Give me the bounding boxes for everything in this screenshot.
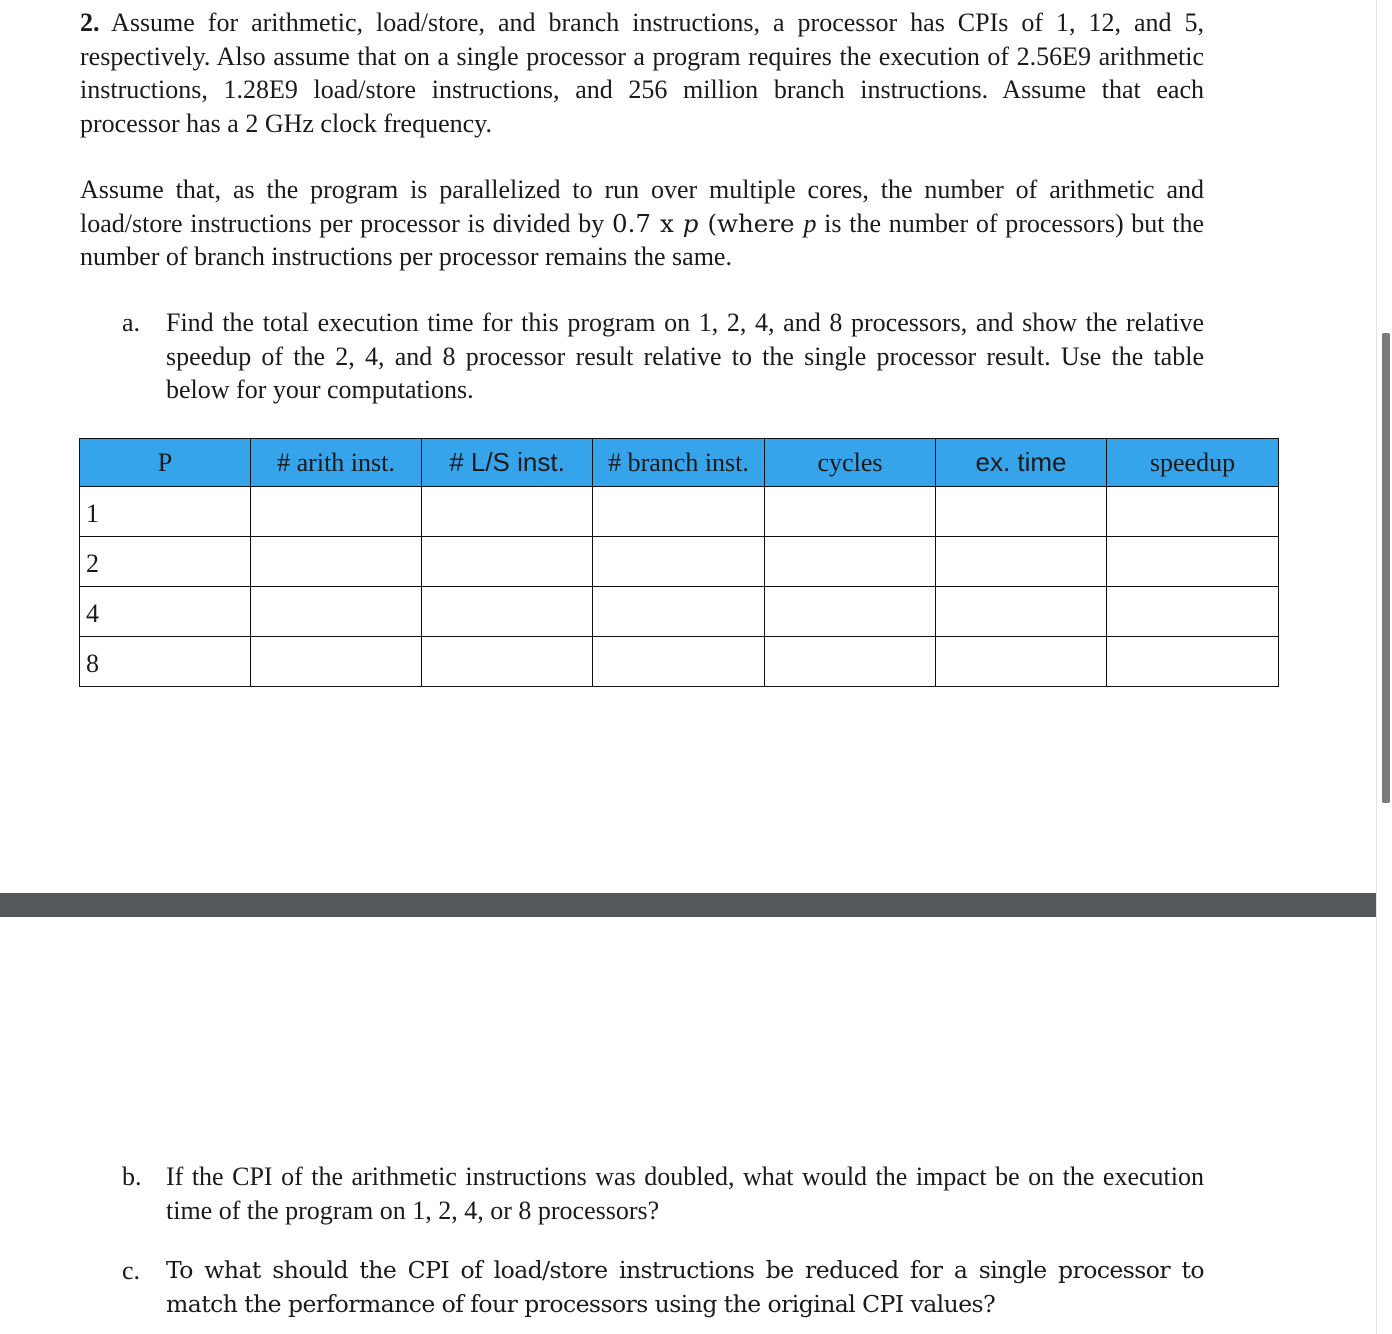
cell-ls[interactable] xyxy=(422,637,593,687)
header-cycles: cycles xyxy=(765,439,936,487)
table-row xyxy=(80,587,1279,637)
header-branch-inst: # branch inst. xyxy=(593,439,765,487)
part-c-marker: c. xyxy=(122,1256,141,1285)
part-b xyxy=(122,1160,1204,1227)
scrollbar-thumb[interactable] xyxy=(1382,333,1390,803)
vertical-scrollbar[interactable] xyxy=(1376,0,1392,1334)
cell-p: 8 xyxy=(80,637,251,687)
cell-speedup[interactable] xyxy=(1107,587,1279,637)
parallel-text-start: Assume that, as the program is parallelized to run over multiple cores, the number of arithmetic and load/store instructions per processor is divided by xyxy=(80,175,1204,238)
variable-p: p xyxy=(803,208,817,238)
formula-text: 0.7 x xyxy=(611,208,683,238)
cell-branch[interactable] xyxy=(593,537,765,587)
computation-table xyxy=(79,438,1279,687)
cell-arith[interactable] xyxy=(251,587,422,637)
header-ls-inst: # L/S inst. xyxy=(422,439,593,487)
cell-speedup[interactable] xyxy=(1107,537,1279,587)
cell-branch[interactable] xyxy=(593,637,765,687)
formula-text-mid: (where xyxy=(698,208,804,238)
question-intro-text: Assume for arithmetic, load/store, and branch instructions, a processor has CPIs of 1, 12, and 5, respectively. Also assume that on a single processor a program requires the execution of 2.56E9 arithmetic instructions, 1.28E9 load/store instructions, and 256 million branch instructions. Assume that each processor has a 2 GHz clock frequency. xyxy=(80,8,1204,138)
cell-cycles[interactable] xyxy=(765,537,936,587)
cell-arith[interactable] xyxy=(251,487,422,537)
table-header-row xyxy=(80,439,1279,487)
question-intro-paragraph xyxy=(80,6,1204,140)
cell-ls[interactable] xyxy=(422,537,593,587)
cell-ls[interactable] xyxy=(422,487,593,537)
table-row xyxy=(80,487,1279,537)
part-a-marker: a. xyxy=(122,308,141,337)
formula-variable: p xyxy=(682,208,699,238)
part-a-text: Find the total execution time for this program on 1, 2, 4, and 8 processors, and show the relative speedup of the 2, 4, and 8 processor result relative to the single processor result. Use the table below for your computations. xyxy=(166,308,1204,404)
cell-arith[interactable] xyxy=(251,637,422,687)
cell-ex-time[interactable] xyxy=(936,537,1107,587)
cell-p: 4 xyxy=(80,587,251,637)
cell-ex-time[interactable] xyxy=(936,587,1107,637)
cell-speedup[interactable] xyxy=(1107,637,1279,687)
cell-p: 1 xyxy=(80,487,251,537)
table-row xyxy=(80,637,1279,687)
cell-cycles[interactable] xyxy=(765,487,936,537)
header-p: P xyxy=(80,439,251,487)
question-parallel-paragraph xyxy=(80,173,1204,274)
cell-branch[interactable] xyxy=(593,487,765,537)
cell-ls[interactable] xyxy=(422,587,593,637)
cell-ex-time[interactable] xyxy=(936,487,1107,537)
page-separator xyxy=(0,893,1376,917)
cell-cycles[interactable] xyxy=(765,587,936,637)
cell-speedup[interactable] xyxy=(1107,487,1279,537)
cell-ex-time[interactable] xyxy=(936,637,1107,687)
header-arith-inst: # arith inst. xyxy=(251,439,422,487)
cell-p: 2 xyxy=(80,537,251,587)
header-speedup: speedup xyxy=(1107,439,1279,487)
cell-arith[interactable] xyxy=(251,537,422,587)
question-number: 2. xyxy=(80,8,100,37)
part-a xyxy=(122,306,1204,407)
part-b-text: If the CPI of the arithmetic instructions was doubled, what would the impact be on the execution time of the program on 1, 2, 4, or 8 processors? xyxy=(166,1162,1204,1225)
cell-branch[interactable] xyxy=(593,587,765,637)
cell-cycles[interactable] xyxy=(765,637,936,687)
part-b-marker: b. xyxy=(122,1162,142,1191)
table-row xyxy=(80,537,1279,587)
parallel-text-end: is the number of processors) but the number of branch instructions per processor remains the same. xyxy=(80,208,1205,271)
header-ex-time: ex. time xyxy=(936,439,1107,487)
part-c xyxy=(122,1254,1204,1321)
part-c-text: To what should the CPI of load/store instructions be reduced for a single processor to match the performance of four processors using the original CPI values? xyxy=(166,1256,1204,1318)
